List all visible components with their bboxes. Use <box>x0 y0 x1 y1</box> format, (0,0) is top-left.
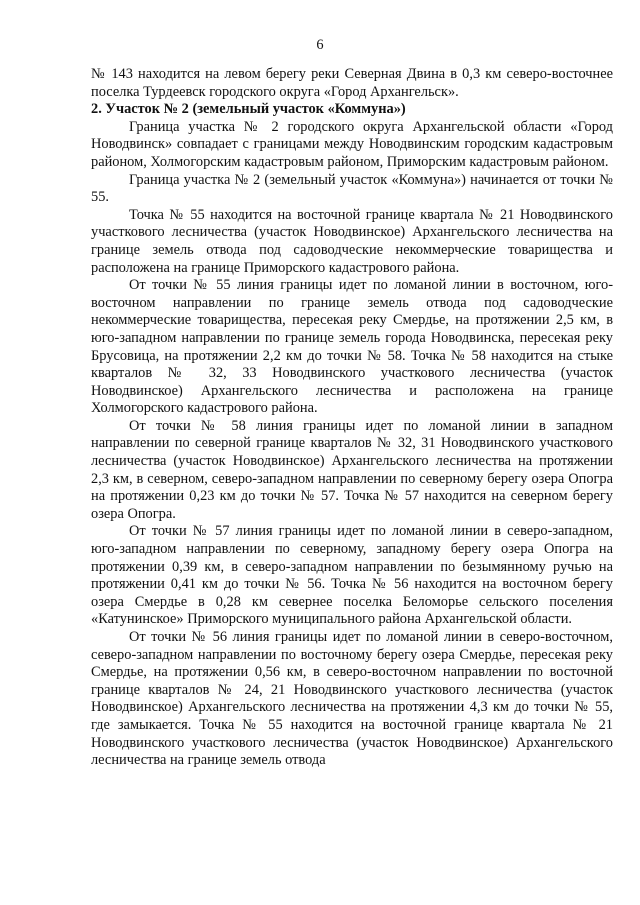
paragraph-6: От точки № 57 линия границы идет по ломаной линии в северо-западном, юго-западном направлении по северному, западному берегу озера Опогра на протяжении 0,39 км, в северо-западном направлении по безымянному ручью на протяжении 0,41 км до точки № 56. Точка № 56 находится на восточном берегу озера Смердье в 0,28 км севернее поселка Беломорье сельского поселения «Катунинское» Приморского муниципального района Архангельской области. <box>91 523 613 628</box>
paragraph-4: От точки № 55 линия границы идет по ломаной линии в восточном, юго-восточном направлении по границе земель отвода под садоводческие некоммерческие товарищества, пересекая реку Смердье, на протяжении 2,5 км, в юго-западном направлении по границе земель города Новодвинска, пересекая реку Брусовица, на протяжении 2,2 км до точки № 58. Точка № 58 находится на стыке кварталов № 32, 33 Новодвинского участкового лесничества (участок Новодвинское) Архангельского лесничества и расположена на границе Холмогорского кадастрового района. <box>91 277 613 417</box>
paragraph-2: Граница участка № 2 (земельный участок «Коммуна») начинается от точки № 55. <box>91 171 613 206</box>
document-body <box>91 66 613 770</box>
paragraph-7: От точки № 56 линия границы идет по ломаной линии в северо-восточном, северо-западном направлении по восточному берегу озера Смердье, пересекая реку Смердье, на протяжении 0,56 км, в северо-восточном направлении по восточной границе кварталов № 24, 21 Новодвинского участкового лесничества (участок Новодвинское) Архангельского лесничества на протяжении 4,3 км до точки № 55, где замыкается. Точка № 55 находится на восточной границе квартала № 21 Новодвинского участкового лесничества (участок Новодвинское) Архангельского лесничества на границе земель отвода <box>91 629 613 769</box>
paragraph-1: Граница участка № 2 городского округа Архангельской области «Город Новодвинск» совпадает с границами между Новодвинским городским кадастровым районом, Холмогорским кадастровым районом, Приморским кадастровым районом. <box>91 118 613 170</box>
paragraph-5: От точки № 58 линия границы идет по ломаной линии в западном направлении по северной границе кварталов № 32, 31 Новодвинского участкового лесничества (участок Новодвинское) Архангельского лесничества на протяжении 2,3 км, в северном, северо-западном направлении по северному берегу озера Опогра на протяжении 0,23 км до точки № 57. Точка № 57 находится на северном берегу озера Опогра. <box>91 417 613 522</box>
page-number: 6 <box>316 37 324 53</box>
continuation-paragraph: № 143 находится на левом берегу реки Северная Двина в 0,3 км северо-восточнее поселка Турдеевск городского округа «Город Архангельск». <box>91 66 613 100</box>
section-heading: 2. Участок № 2 (земельный участок «Коммуна») <box>91 101 406 118</box>
paragraph-3: Точка № 55 находится на восточной границе квартала № 21 Новодвинского участкового лесничества (участок Новодвинское) Архангельского лесничества на границе земель отвода под садоводческие некоммерческие товарищества и расположена на границе Приморского кадастрового района. <box>91 206 613 276</box>
